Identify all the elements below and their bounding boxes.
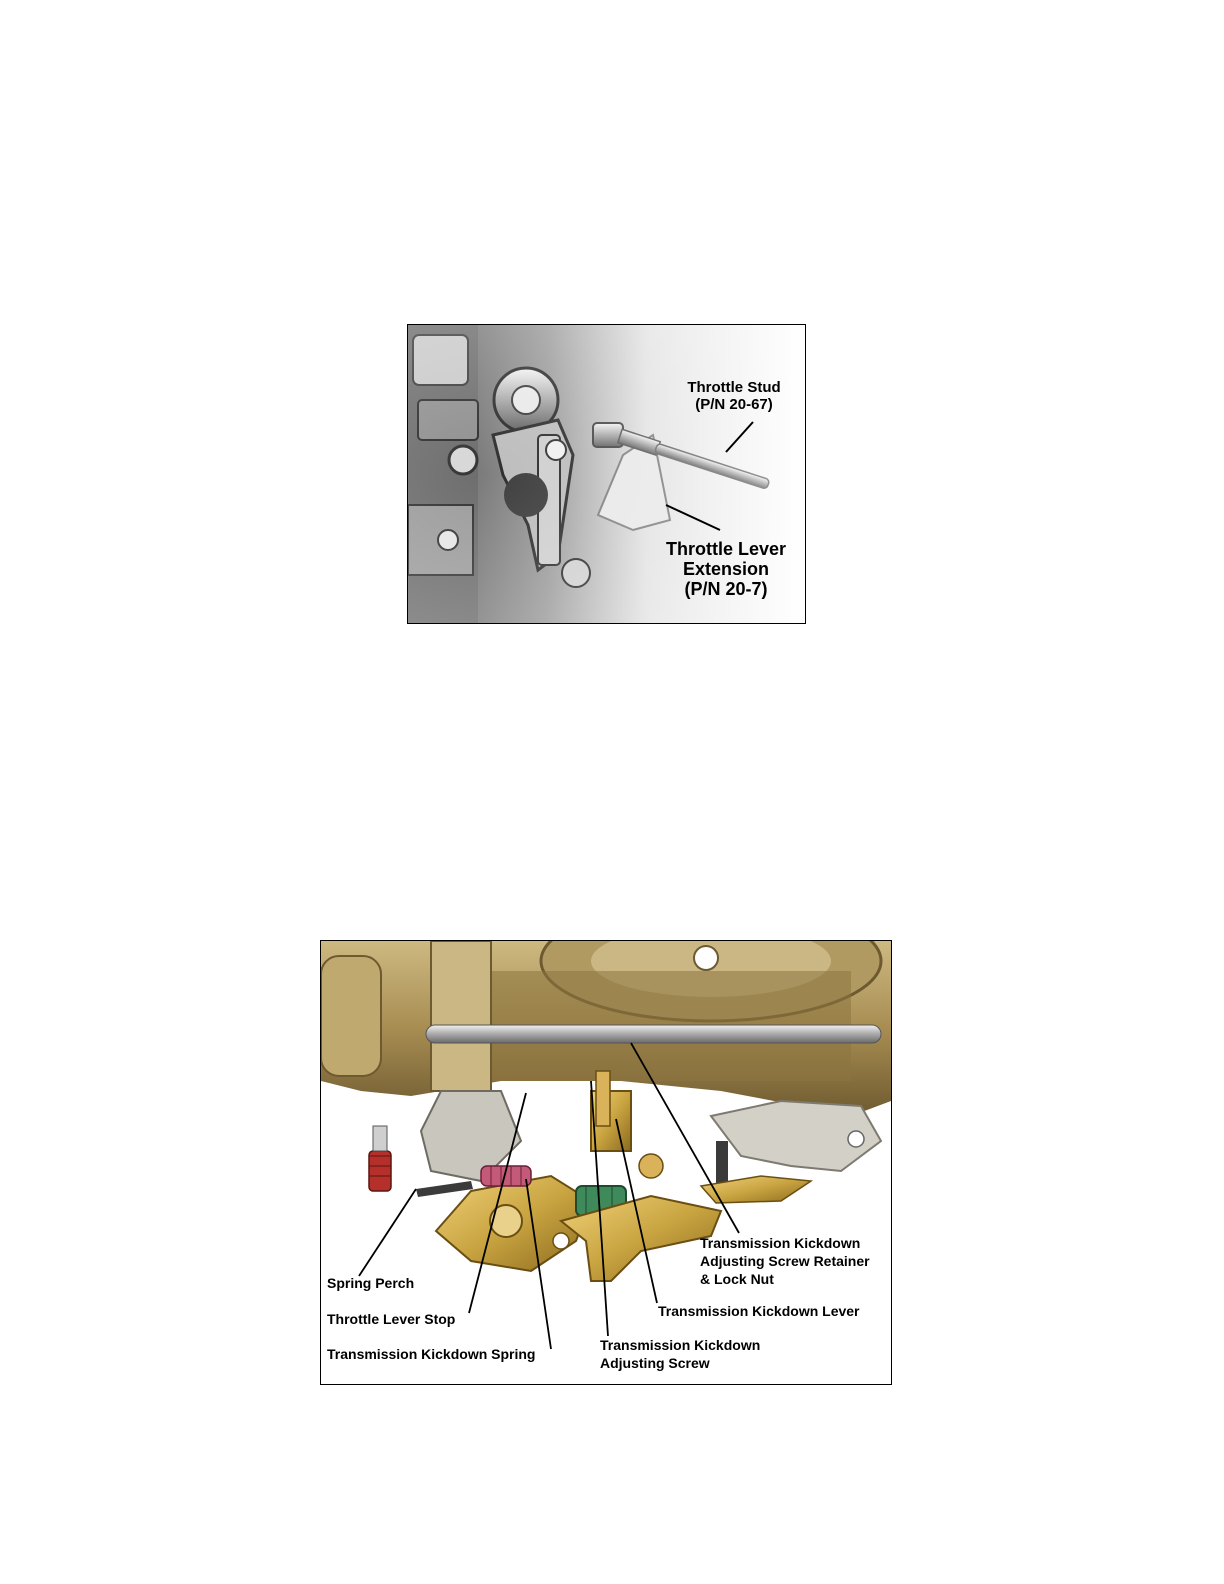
- transmission-kickdown-retainer-label: Transmission Kickdown Adjusting Screw Retainer & Lock Nut: [700, 1235, 870, 1287]
- transmission-kickdown-spring-label: Transmission Kickdown Spring: [327, 1346, 536, 1362]
- transmission-kickdown-lever-label: Transmission Kickdown Lever: [658, 1303, 860, 1319]
- transmission-kickdown-adjusting-screw-label: Transmission Kickdown Adjusting Screw: [600, 1337, 761, 1371]
- throttle-lever-extension-label: Throttle Lever Extension (P/N 20-7): [665, 539, 787, 599]
- kickdown-linkage-figure: [320, 940, 892, 1385]
- throttle-stud-label: Throttle Stud (P/N 20-67): [687, 379, 781, 413]
- throttle-stud-figure: [407, 324, 806, 624]
- spring-perch-label: Spring Perch: [327, 1275, 415, 1291]
- throttle-lever-stop-label: Throttle Lever Stop: [327, 1311, 456, 1327]
